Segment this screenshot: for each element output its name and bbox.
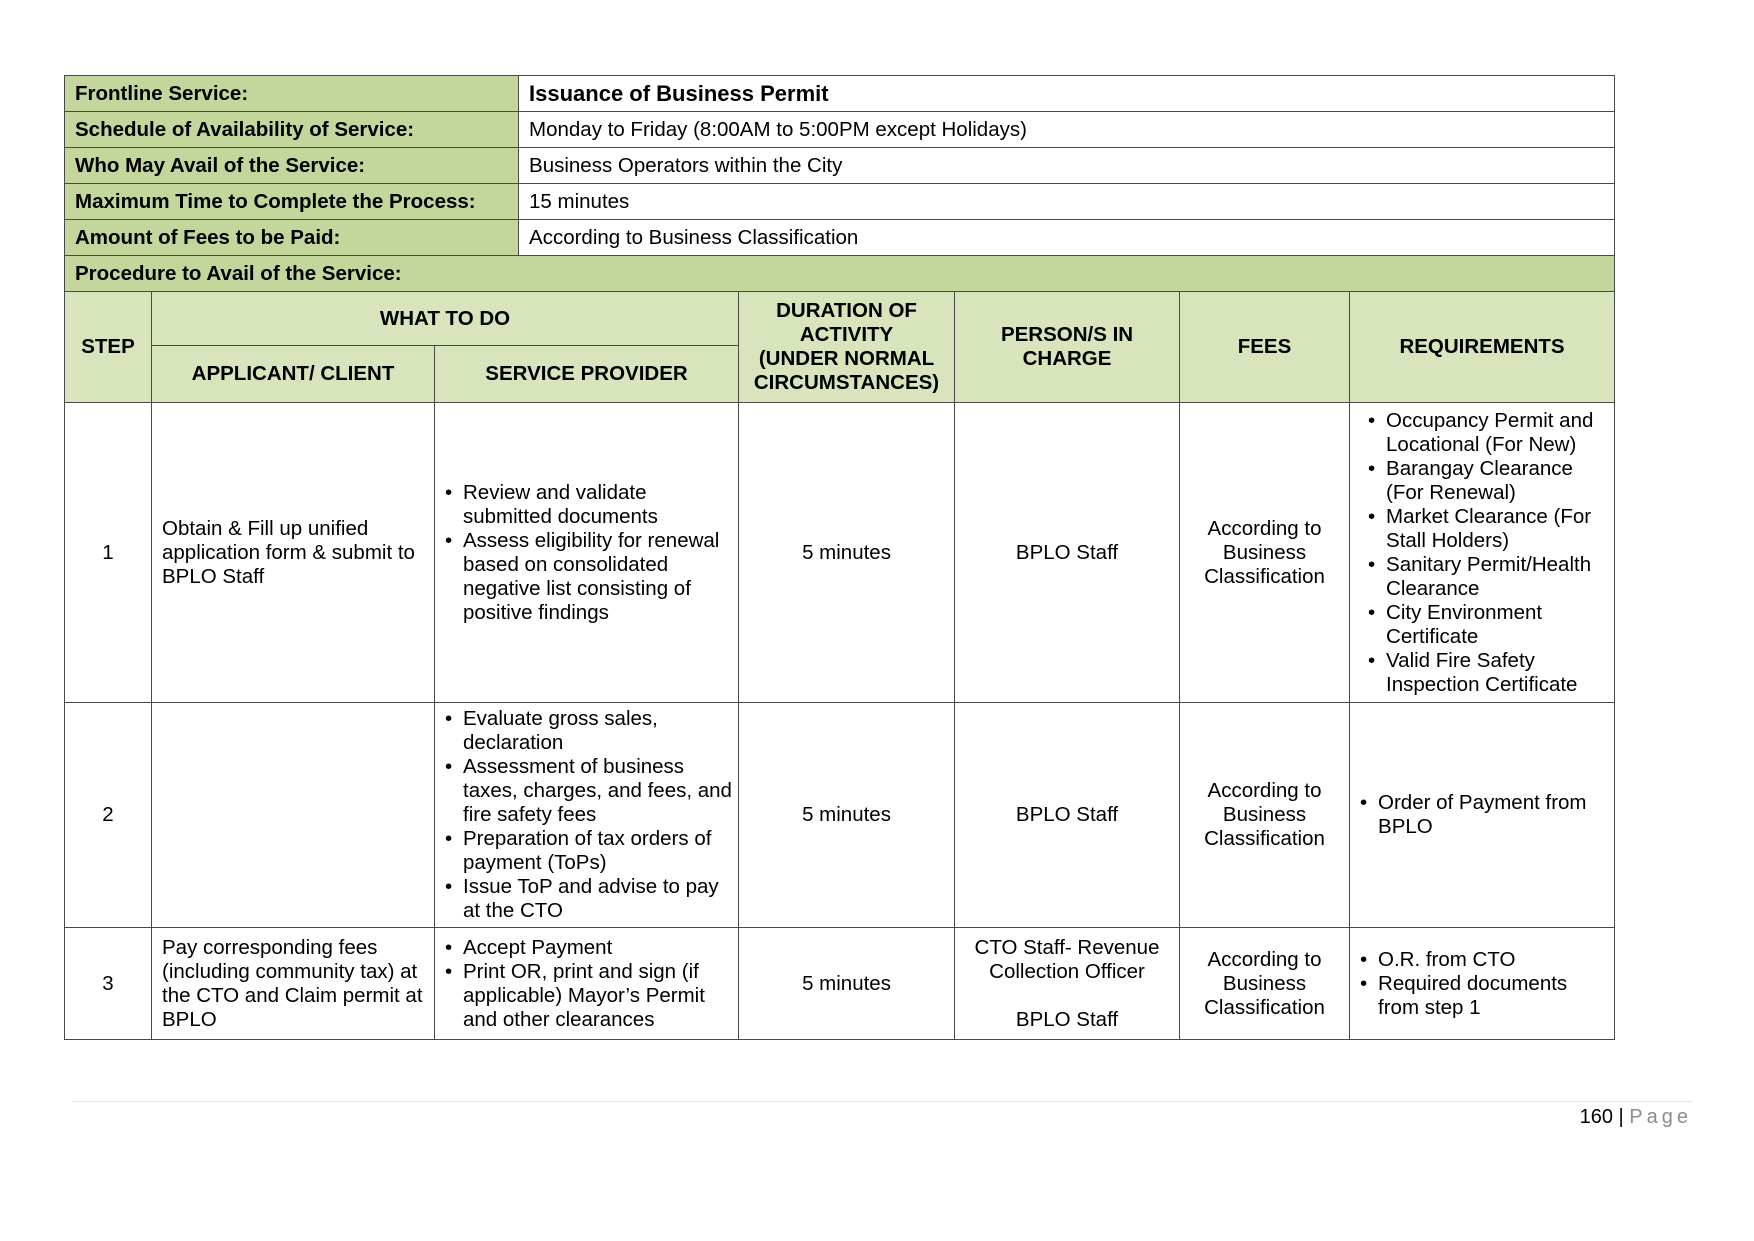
- max-time-label: Maximum Time to Complete the Process:: [65, 184, 519, 220]
- fees-line: According to: [1207, 516, 1322, 540]
- frontline-label: Frontline Service:: [65, 76, 519, 112]
- requirement-item: • Required documents from step 1: [1360, 972, 1608, 1020]
- footer-separator: |: [1618, 1106, 1624, 1128]
- step-row-2: [65, 703, 1615, 928]
- duration-header: [739, 292, 955, 403]
- provider-item: • Issue ToP and advise to pay at the CTO: [445, 875, 732, 923]
- provider-actions: [435, 403, 739, 703]
- duration-header-line-1: DURATION OF: [776, 299, 917, 322]
- provider-item: • Evaluate gross sales, declaration: [445, 707, 732, 755]
- who-value: Business Operators within the City: [519, 148, 1615, 184]
- service-table: [64, 75, 1615, 1040]
- frontline-value: Issuance of Business Permit: [519, 76, 1615, 112]
- page-footer: [1580, 1106, 1692, 1129]
- who-row: [65, 148, 1615, 184]
- person-in-charge: [955, 403, 1180, 703]
- duration-value: 5 minutes: [739, 703, 955, 928]
- duration-value: 5 minutes: [739, 928, 955, 1040]
- fees-value-cell: [1180, 703, 1350, 928]
- applicant-header: APPLICANT/ CLIENT: [152, 346, 435, 403]
- applicant-action: Obtain & Fill up unified application form & submit to BPLO Staff: [152, 403, 435, 703]
- procedure-label: Procedure to Avail of the Service:: [65, 256, 1615, 292]
- person-line: CTO Staff- Revenue: [974, 935, 1160, 959]
- procedure-row: [65, 256, 1615, 292]
- duration-header-line-4: CIRCUMSTANCES): [753, 371, 940, 394]
- person-in-charge: [955, 703, 1180, 928]
- provider-item: • Print OR, print and sign (if applicable) Mayor’s Permit and other clearances: [445, 960, 732, 1032]
- person-line: Collection Officer: [989, 959, 1145, 983]
- requirements-header: REQUIREMENTS: [1350, 292, 1615, 403]
- requirements-list: [1350, 928, 1615, 1040]
- requirement-item: • Order of Payment from BPLO: [1360, 791, 1608, 839]
- requirement-item: • Barangay Clearance (For Renewal): [1368, 457, 1610, 505]
- fees-row: [65, 220, 1615, 256]
- what-to-do-header: WHAT TO DO: [152, 292, 739, 346]
- duration-header-line-3: (UNDER NORMAL: [758, 347, 935, 370]
- provider-item: • Accept Payment: [445, 936, 732, 960]
- page-word: Page: [1629, 1106, 1692, 1128]
- requirement-item: • Valid Fire Safety Inspection Certificate: [1368, 649, 1610, 697]
- citizens-charter-page: [64, 75, 1614, 1040]
- provider-item: • Assessment of business taxes, charges, and fees, and fire safety fees: [445, 755, 732, 827]
- person-header-line-1: PERSON/S IN: [1000, 323, 1134, 346]
- page-number: 160: [1579, 1106, 1613, 1128]
- fees-line: Classification: [1204, 995, 1325, 1019]
- fees-line: Business: [1222, 540, 1307, 564]
- requirement-item: • Market Clearance (For Stall Holders): [1368, 505, 1610, 553]
- step-number: 1: [65, 403, 152, 703]
- requirement-item: • O.R. from CTO: [1360, 948, 1608, 972]
- person-header-line-2: CHARGE: [1022, 347, 1112, 370]
- person-line: BPLO Staff: [1015, 540, 1119, 564]
- provider-item: • Preparation of tax orders of payment (ToPs): [445, 827, 732, 875]
- max-time-value: 15 minutes: [519, 184, 1615, 220]
- schedule-row: [65, 112, 1615, 148]
- applicant-action: Pay corresponding fees (including community tax) at the CTO and Claim permit at BPLO: [152, 928, 435, 1040]
- step-header: STEP: [65, 292, 152, 403]
- requirement-item: • Sanitary Permit/Health Clearance: [1368, 553, 1610, 601]
- step-row-1: [65, 403, 1615, 703]
- person-line: BPLO Staff: [1015, 803, 1119, 826]
- requirements-list: [1350, 403, 1615, 703]
- requirements-list: [1350, 703, 1615, 928]
- provider-actions: [435, 703, 739, 928]
- fees-line: Classification: [1204, 564, 1325, 588]
- who-label: Who May Avail of the Service:: [65, 148, 519, 184]
- person-line-spacer: [955, 984, 1179, 1008]
- fees-line: Classification: [1204, 827, 1325, 850]
- fees-line: Business: [1222, 803, 1307, 826]
- fees-header: FEES: [1180, 292, 1350, 403]
- duration-value: 5 minutes: [739, 403, 955, 703]
- fees-value-cell: [1180, 928, 1350, 1040]
- provider-item: • Assess eligibility for renewal based on consolidated negative list consisting of positive findings: [445, 529, 732, 625]
- fees-value-cell: [1180, 403, 1350, 703]
- step-row-3: [65, 928, 1615, 1040]
- step-number: 3: [65, 928, 152, 1040]
- schedule-value: Monday to Friday (8:00AM to 5:00PM except Holidays): [519, 112, 1615, 148]
- step-number: 2: [65, 703, 152, 928]
- provider-header: SERVICE PROVIDER: [435, 346, 739, 403]
- fees-line: According to: [1207, 779, 1322, 802]
- footer-divider: [72, 1101, 1692, 1102]
- provider-actions: [435, 928, 739, 1040]
- fees-value: According to Business Classification: [519, 220, 1615, 256]
- requirement-item: • City Environment Certificate: [1368, 601, 1610, 649]
- person-header: [955, 292, 1180, 403]
- schedule-label: Schedule of Availability of Service:: [65, 112, 519, 148]
- max-time-row: [65, 184, 1615, 220]
- provider-item: • Review and validate submitted documents: [445, 481, 732, 529]
- person-in-charge: [955, 928, 1180, 1040]
- person-line: BPLO Staff: [1015, 1007, 1119, 1031]
- fees-line: Business: [1222, 971, 1307, 995]
- requirement-item: • Occupancy Permit and Locational (For New): [1368, 409, 1610, 457]
- frontline-row: [65, 76, 1615, 112]
- fees-line: According to: [1207, 947, 1322, 971]
- header-row-1: [65, 292, 1615, 346]
- fees-label: Amount of Fees to be Paid:: [65, 220, 519, 256]
- duration-header-line-2: ACTIVITY: [799, 323, 894, 346]
- applicant-action: [152, 703, 435, 928]
